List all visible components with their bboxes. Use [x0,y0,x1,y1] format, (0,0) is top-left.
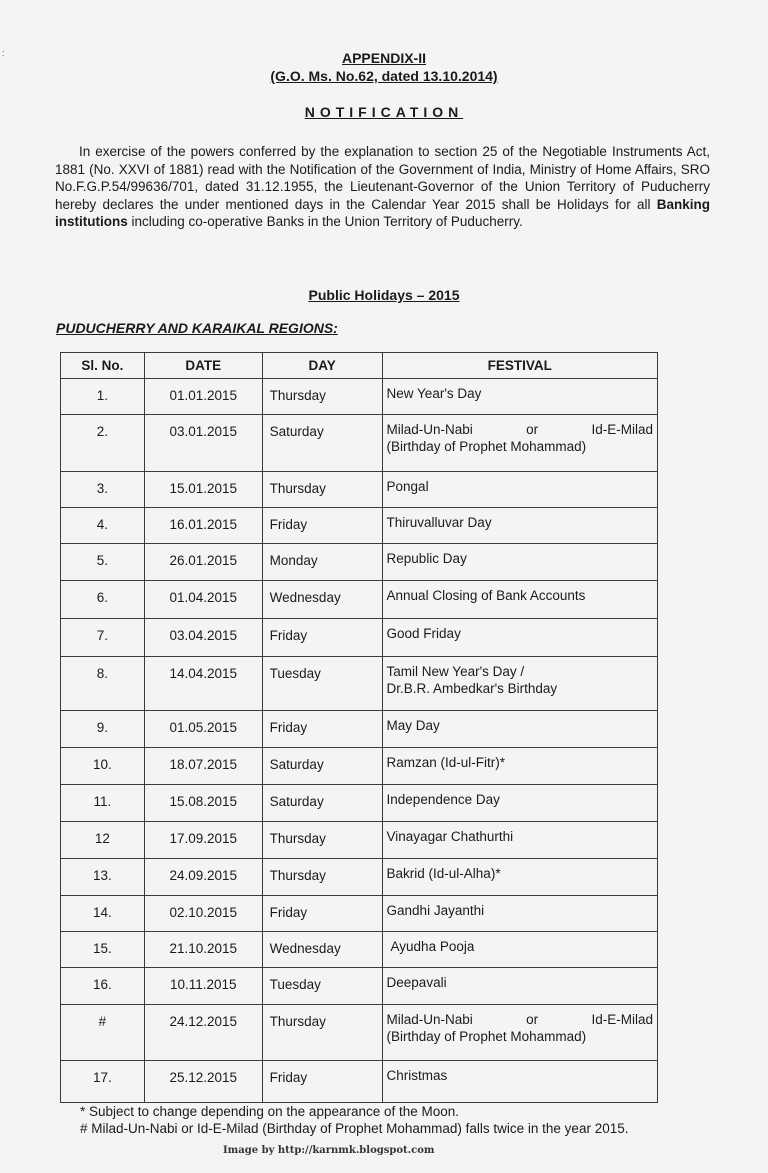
cell-day: Saturday [262,748,382,785]
cell-day: Wednesday [262,932,382,968]
cell-festival: Milad-Un-Nabi or Id-E-Milad (Birthday of Prophet Mohammad) [382,1005,657,1061]
cell-festival: Pongal [382,472,657,508]
cell-day: Friday [262,508,382,544]
cell-festival: Independence Day [382,785,657,822]
table-row [61,379,658,415]
cell-day: Thursday [262,1005,382,1061]
cell-sl: 11. [61,785,145,822]
cell-date: 10.11.2015 [144,968,262,1005]
cell-sl: 12 [61,822,145,859]
cell-day: Friday [262,711,382,748]
image-credit: Image by http://karnmk.blogspot.com [223,1145,435,1156]
cell-day: Thursday [262,822,382,859]
table-row [61,619,658,657]
table-row [61,711,658,748]
cell-date: 15.08.2015 [144,785,262,822]
footnote-hash: # Milad-Un-Nabi or Id-E-Milad (Birthday of Prophet Mohammad) falls twice in the year 2015. [80,1121,629,1136]
table-row [61,1005,658,1061]
notification-paragraph: In exercise of the powers conferred by the explanation to section 25 of the Negotiable Instruments Act, 1881 (No. XXVI of 1881) read with the Notification of the Government of India, Ministry of Home Affairs, SRO No.F.G.P.54/99636/701, dated 31.12.1955, the Lieutenant-Governor of the Union Territory of Puducherry hereby declares the under mentioned days in the Calendar Year 2015 shall be Holidays for all Banking institutions including co-operative Banks in the Union Territory of Puducherry. [55,144,710,230]
cell-sl: 4. [61,508,145,544]
table-row [61,822,658,859]
cell-festival: Ayudha Pooja [382,932,657,968]
table-row [61,415,658,472]
cell-sl: 13. [61,859,145,896]
cell-festival: Bakrid (Id-ul-Alha)* [382,859,657,896]
cell-festival: Vinayagar Chathurthi [382,822,657,859]
margin-mark: : [2,48,5,58]
table-row [61,581,658,619]
cell-festival: Annual Closing of Bank Accounts [382,581,657,619]
cell-festival: Ramzan (Id-ul-Fitr)* [382,748,657,785]
cell-festival: Milad-Un-Nabi or Id-E-Milad (Birthday of Prophet Mohammad) [382,415,657,472]
cell-sl: 10. [61,748,145,785]
cell-day: Friday [262,1061,382,1103]
cell-sl: 7. [61,619,145,657]
cell-day: Monday [262,544,382,581]
cell-sl: 5. [61,544,145,581]
cell-festival: Deepavali [382,968,657,1005]
cell-date: 15.01.2015 [144,472,262,508]
cell-festival: Tamil New Year's Day / Dr.B.R. Ambedkar's Birthday [382,657,657,711]
table-row [61,508,658,544]
header-sl-no: Sl. No. [61,353,145,379]
header-date: DATE [144,353,262,379]
cell-sl: 8. [61,657,145,711]
table-row [61,544,658,581]
cell-sl: 9. [61,711,145,748]
cell-date: 02.10.2015 [144,896,262,932]
go-reference: (G.O. Ms. No.62, dated 13.10.2014) [270,68,498,84]
cell-festival: Thiruvalluvar Day [382,508,657,544]
table-row [61,859,658,896]
cell-date: 26.01.2015 [144,544,262,581]
cell-festival: Gandhi Jayanthi [382,896,657,932]
cell-sl: 17. [61,1061,145,1103]
cell-sl: 15. [61,932,145,968]
cell-date: 16.01.2015 [144,508,262,544]
table-row [61,896,658,932]
footnotes [80,1103,700,1137]
cell-date: 03.01.2015 [144,415,262,472]
cell-sl: 3. [61,472,145,508]
cell-sl: 14. [61,896,145,932]
header-festival: FESTIVAL [382,353,657,379]
cell-sl: 6. [61,581,145,619]
cell-sl: 16. [61,968,145,1005]
cell-festival: Christmas [382,1061,657,1103]
cell-day: Thursday [262,472,382,508]
cell-sl: 1. [61,379,145,415]
table-row [61,657,658,711]
public-holidays-title: Public Holidays – 2015 [308,287,460,303]
notification-heading: NOTIFICATION [304,104,464,120]
cell-day: Tuesday [262,968,382,1005]
cell-date: 24.12.2015 [144,1005,262,1061]
cell-sl: # [61,1005,145,1061]
cell-festival: New Year's Day [382,379,657,415]
cell-date: 03.04.2015 [144,619,262,657]
cell-date: 01.04.2015 [144,581,262,619]
table-row [61,472,658,508]
table-header-row [61,353,658,379]
cell-day: Thursday [262,379,382,415]
cell-day: Friday [262,896,382,932]
table-row [61,785,658,822]
header-day: DAY [262,353,382,379]
appendix-heading: APPENDIX-II [341,50,426,66]
table-row [61,748,658,785]
cell-sl: 2. [61,415,145,472]
cell-date: 24.09.2015 [144,859,262,896]
cell-day: Saturday [262,785,382,822]
cell-day: Thursday [262,859,382,896]
cell-festival: Good Friday [382,619,657,657]
footnote-star: * Subject to change depending on the appearance of the Moon. [80,1104,460,1119]
cell-festival: Republic Day [382,544,657,581]
cell-date: 14.04.2015 [144,657,262,711]
cell-date: 18.07.2015 [144,748,262,785]
cell-day: Wednesday [262,581,382,619]
table-row [61,1061,658,1103]
cell-date: 01.05.2015 [144,711,262,748]
holiday-table [60,352,658,1103]
region-title: PUDUCHERRY AND KARAIKAL REGIONS: [56,320,338,336]
cell-day: Saturday [262,415,382,472]
cell-day: Tuesday [262,657,382,711]
cell-festival: May Day [382,711,657,748]
cell-day: Friday [262,619,382,657]
cell-date: 25.12.2015 [144,1061,262,1103]
table-row [61,968,658,1005]
cell-date: 01.01.2015 [144,379,262,415]
table-row [61,932,658,968]
cell-date: 21.10.2015 [144,932,262,968]
cell-date: 17.09.2015 [144,822,262,859]
